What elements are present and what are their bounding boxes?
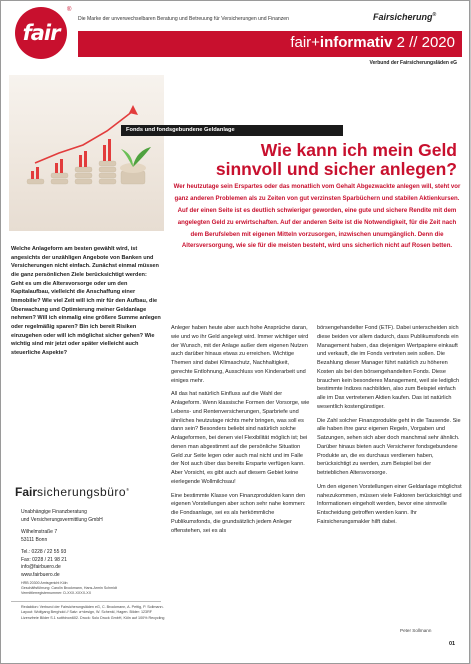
shop-logo-bold: Fair bbox=[15, 485, 38, 499]
paragraph: Eine bestimmte Klasse von Finanzprodukten kann den eigenen Vorstellungen aber schon sehr nahe kommen: die Fondsanlage, sei es als herkömmliche Publikumsfonds, die grundsätzlich jedem Anleger offenstehen, sei es als bbox=[171, 492, 306, 534]
paragraph: Die Zahl solcher Finanzprodukte geht in die Tausende. Sie alle haben ihre ganz eigenen Regeln, Vorgaben und Satzungen, sehen sich aber doch manchmal sehr ähnlich. Darüber hinaus bieten auch Versicherer fondsgebundene Produkte an, die es durchaus verdienen haben, berücksichtigt zu werden, zum Beispiel bei der betrieblichen Altersvorsorge. bbox=[317, 417, 461, 476]
fair-logo-text: fair bbox=[22, 21, 60, 45]
page-number: 01 bbox=[449, 641, 456, 647]
company-name-line: und Versicherungsvermittlung GmbH bbox=[21, 516, 103, 523]
paragraph: Anleger haben heute aber auch hohe Ansprüche daran, wie und wo ihr Geld angelegt wird. Immer wichtiger wird der Wunsch, mit der Anlage außer dem eigenen Nutzen auch darüber hinaus etwas zu erreichen. Wichtige Themen sind dabei Klimaschutz, Nachhaltigkeit, gerechte Entlohnung, Ausschluss von Kinderarbeit und einiges mehr. bbox=[171, 325, 309, 384]
magazine-title bbox=[290, 34, 455, 51]
shop-contact bbox=[21, 509, 103, 579]
logo-registered-mark: ® bbox=[67, 7, 72, 13]
sidebar-text: Welche Anlageform am besten gewählt wird, ist angesichts der unzähligen Angebote von Banken und Versicherungen nicht einfach. Zunächst einmal müssen die ganz persönlichen Ziele berücksichtigt werden: Geht es um die Altersvorsorge oder um den Kapitalaufbau, vielleicht die Anschaffung einer Immobilie? Wie viel Zeit will ich mir für den Aufbau, die Überwachung und Optimierung meiner Geldanlage nehmen? Will ich einmalig eine größere Summe anlegen oder regelmäßig sparen? Bin ich bereit Risiken einzugehen oder will ich möglichst sicher gehen? Wie wichtig sind mir jetzt oder später vielleicht auch steuerliche Aspekte? bbox=[11, 246, 161, 356]
company-address bbox=[21, 529, 103, 544]
fax: Fax: 0228 / 21 98 21 bbox=[21, 556, 67, 563]
section-label: Fonds und fondsgebundene Geldanlage bbox=[121, 125, 343, 136]
shop-logo bbox=[15, 485, 129, 499]
publisher: Verbund der Fairsicherungsläden eG bbox=[369, 60, 457, 66]
article-lede: Wer heutzutage sein Erspartes oder das monatlich vom Gehalt Abgezwackte anlegen will, steht vor ganz anderen Problemen als zu Zeiten von gut verzinsten Sparbüchern und stabilen Aktienkursen. Auf der einen Seite ist es deutlich schwieriger geworden, eine gute und sichere Rendite mit dem angelegten Geld zu erwirtschaften. Auf der anderen Seite ist die Notwendigkeit, für die Zeit nach dem Berufsleben mit eigenen Mitteln vorzusorgen, inzwischen unumgänglich. Denn die Altersversorgung, wie sie für die meisten besteht, wird uns sicherlich nicht auf Rosen betten. bbox=[173, 183, 461, 250]
article-column-2 bbox=[317, 324, 463, 532]
brand-name bbox=[373, 12, 436, 22]
article-author: Peter Sollmann bbox=[400, 628, 432, 633]
magazine-title-plus: + bbox=[311, 34, 320, 51]
company-name bbox=[21, 509, 103, 524]
company-name-line: Unabhängige Finanzberatung bbox=[21, 509, 87, 515]
coins-plant-illustration bbox=[9, 75, 164, 231]
legal-line: Geschäftsführung: Carolin Brockmann, Hans-Armin Schmidt bbox=[21, 586, 117, 591]
shop-logo-light: sicherungsbüro bbox=[37, 485, 127, 499]
legal-line: HRB 20300 Amtsgericht Köln bbox=[21, 581, 68, 585]
headline-line-2: sinnvoll und sicher anlegen? bbox=[215, 158, 457, 179]
article-headline bbox=[181, 141, 457, 179]
phone: Tel.: 0228 / 22 55 93 bbox=[21, 549, 67, 555]
address-line: Wilhelmstraße 7 bbox=[21, 529, 58, 535]
email-link[interactable]: info@fairbuero.de bbox=[21, 564, 61, 570]
fair-logo bbox=[15, 7, 67, 59]
shop-logo-registered-mark: ® bbox=[126, 487, 130, 492]
magazine-title-informativ: informativ bbox=[319, 34, 393, 51]
magazine-title-fair: fair bbox=[290, 34, 312, 51]
brand-registered-mark: ® bbox=[432, 12, 437, 18]
company-legal bbox=[21, 581, 161, 597]
paragraph: All das hat natürlich Einfluss auf die Wahl der Anlageform. Wenn klassische Formen der Vorsorge, wie Lebens- und Rentenversicherungen, Sparbriefe und ähnliches heutzutage nichts mehr bringen, was soll es dann sein? Besonders beliebt sind natürlich solche Anlageformen, bei denen viel Flexibilität möglich ist; bei denen man abgestimmt auf die persönliche Situation Geld zur Seite legen oder auch mal nicht und im Falle der Not auch über das bereits Ersparte verfügen kann. Aber Vorsicht, es gibt auch auf diesem Gebiet keine eierlegende Wollmilchsau! bbox=[171, 391, 310, 485]
legal-line: Vermittlerregisternummer: D-XXX-XXXX-XX bbox=[21, 591, 92, 596]
magazine-issue: 2 // 2020 bbox=[396, 34, 455, 51]
article-column-1 bbox=[171, 324, 311, 540]
website-link[interactable]: www.fairbuero.de bbox=[21, 571, 60, 578]
tagline: Die Marke der unverwechselbaren Beratung und Betreuung für Versicherungen und Finanzen bbox=[78, 16, 289, 22]
paragraph: Um den eigenen Vorstellungen einer Geldanlage möglichst nahezukommen, müssen viele Faktoren berücksichtigt und Informationen eingeholt werden, bevor eine sinnvolle Entscheidung getroffen werden kann. Ihr Fairsicherungsmakler hilft dabei. bbox=[317, 483, 462, 525]
company-contact-lines bbox=[21, 549, 103, 579]
imprint-divider bbox=[11, 601, 161, 602]
address-line: 53111 Bonn bbox=[21, 536, 48, 543]
paragraph: börsengehandelter Fond (ETF). Dabei unterscheiden sich diese beiden vor allem dadurch, dass Publikumsfonds ein Management haben, das diejenigen Wertpapiere einkauft und verkauft, die im Fonds vertreten sein sollen. Die Bezahlung dieser Manager führt natürlich zu höheren Kosten als bei den börsengehandelten Fonds. Diese brauchen kein besonderes Management, weil sie lediglich bestimmte Indizes nachbilden, also zum Beispiel einfach alle im Dax vertretenen Aktien kaufen. Das ist natürlich wesentlich kostengünstiger. bbox=[317, 325, 460, 410]
headline-line-1: Wie kann ich mein Geld bbox=[260, 140, 457, 160]
imprint: Redaktion: Verbund der Fairsicherungsläden eG, C. Brockmann, A. Pettig, P. Sollmann. Layout: Wolfgang Berghold // Satz: a+design, W. Schenkl, Hagen. Bilder: 123RF Lizenzfreie Bilder S.1 sutthinon602. Druck: Solo Druck GmbH, Köln auf 100% Recycling bbox=[21, 605, 165, 620]
article-photo bbox=[9, 75, 164, 231]
brand-name-text: Fairsicherung bbox=[373, 12, 433, 22]
